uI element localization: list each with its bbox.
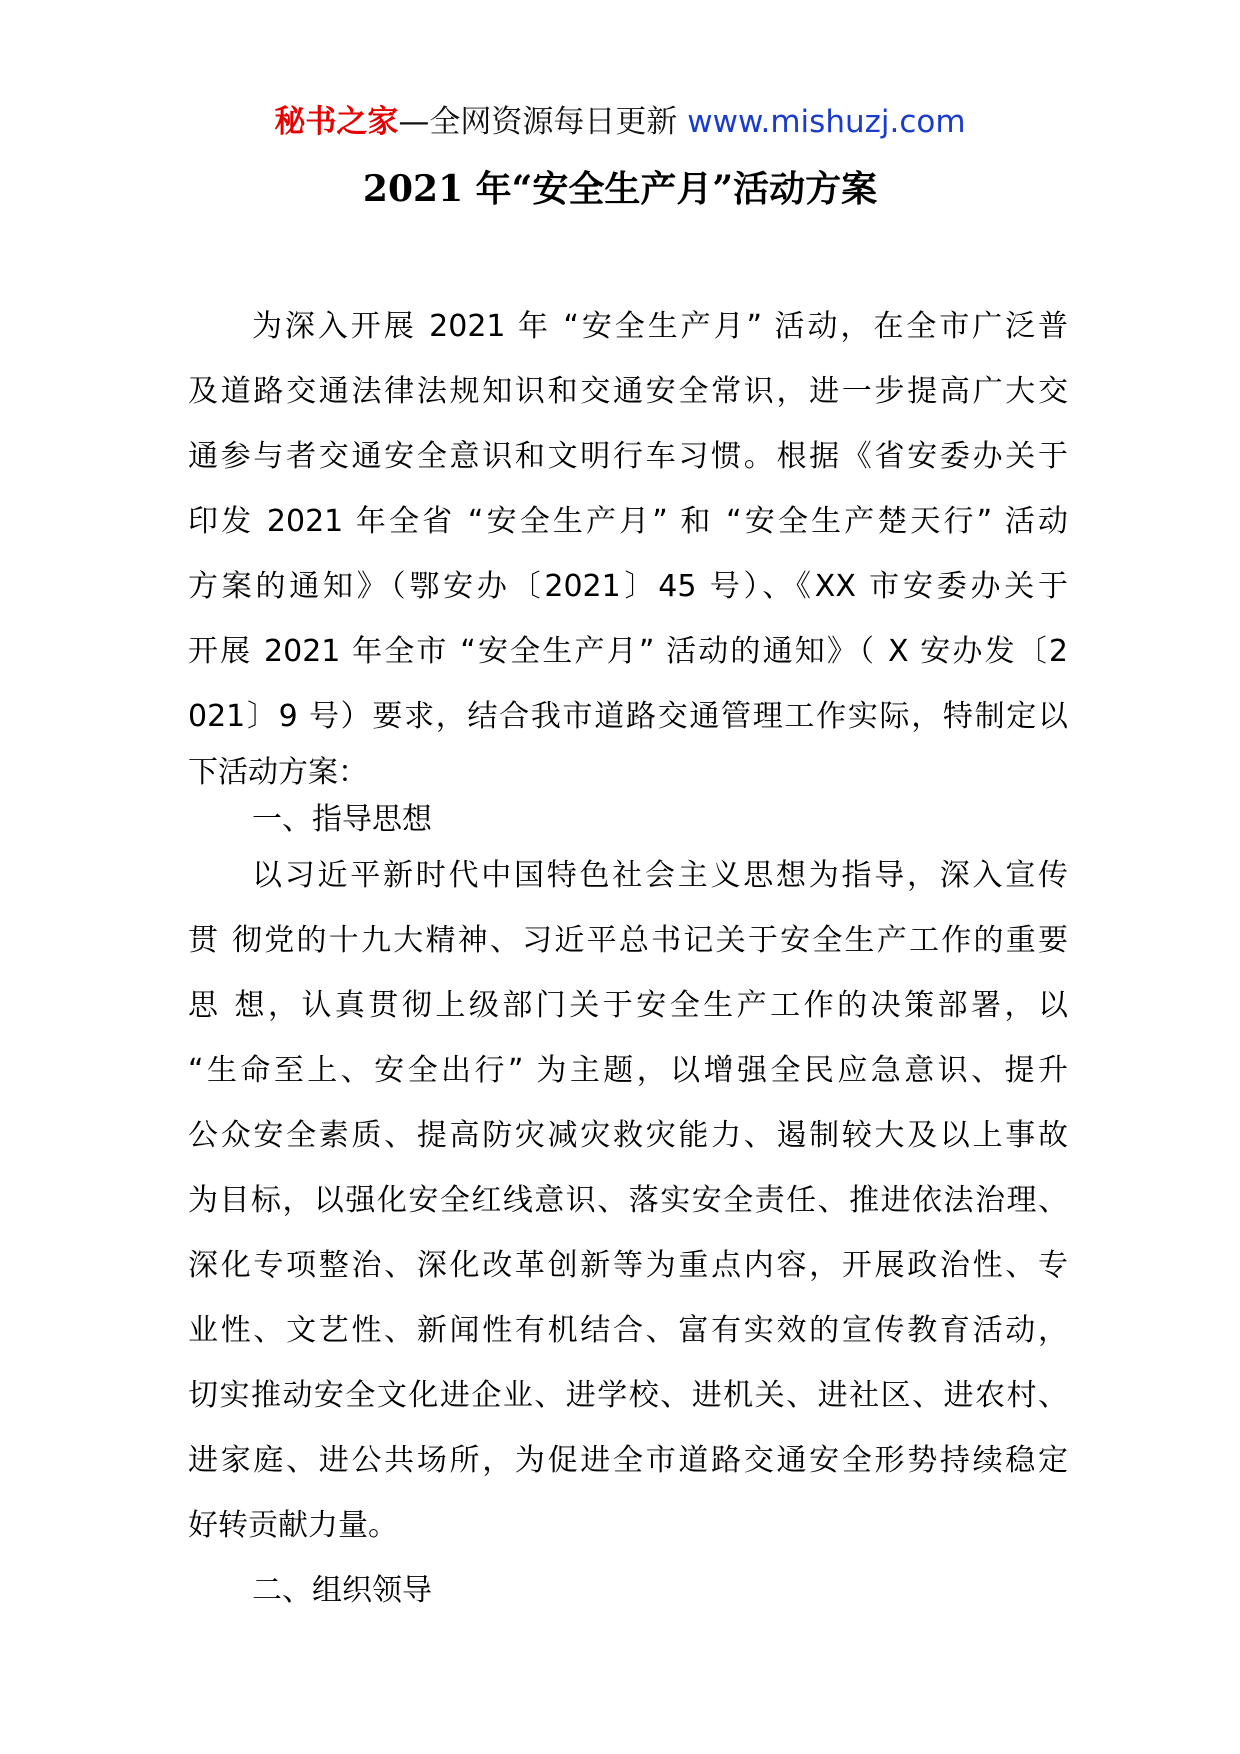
site-tagline: —全网资源每日更新 — [398, 104, 688, 140]
section1-line: 公众安全素质、提高防灾减灾救灾能力、遏制较大及以上事故 — [188, 1118, 1068, 1153]
section1-line: 贯 彻党的十九大精神、习近平总书记关于安全生产工作的重要 — [188, 923, 1068, 958]
intro-line: 开展 2021 年全市 “安全生产月” 活动的通知》（ X 安办发〔2 — [188, 634, 1068, 669]
intro-line: 021〕9 号）要求，结合我市道路交通管理工作实际，特制定以 — [188, 699, 1068, 734]
section-heading-organization: 二、组织领导 — [252, 1573, 432, 1608]
section1-line: 以习近平新时代中国特色社会主义思想为指导，深入宣传 — [252, 858, 1068, 893]
section1-line: 业性、文艺性、新闻性有机结合、富有实效的宣传教育活动， — [188, 1313, 1068, 1348]
section1-line: 进家庭、进公共场所，为促进全市道路交通安全形势持续稳定 — [188, 1443, 1068, 1478]
intro-line: 及道路交通法律法规知识和交通安全常识，进一步提高广大交 — [188, 374, 1068, 409]
intro-line: 通参与者交通安全意识和文明行车习惯。根据《省安委办关于 — [188, 439, 1068, 474]
site-banner — [0, 100, 1240, 144]
intro-line: 方案的通知》（鄂安办〔2021〕45 号）、《XX 市安委办关于 — [188, 569, 1068, 604]
section1-line: 为目标，以强化安全红线意识、落实安全责任、推进依法治理、 — [188, 1183, 1068, 1218]
site-brand: 秘书之家 — [274, 104, 399, 140]
intro-line: 下活动方案： — [188, 755, 368, 790]
section1-line: “生命至上、安全出行” 为主题，以增强全民应急意识、提升 — [188, 1053, 1068, 1088]
section1-line: 深化专项整治、深化改革创新等为重点内容，开展政治性、专 — [188, 1248, 1068, 1283]
intro-line: 印发 2021 年全省 “安全生产月” 和 “安全生产楚天行” 活动 — [188, 504, 1068, 539]
section1-line: 思 想，认真贯彻上级部门关于安全生产工作的决策部署，以 — [188, 988, 1068, 1023]
section1-line: 好转贡献力量。 — [188, 1508, 398, 1543]
site-url-link[interactable]: www.mishuzj.com — [687, 104, 966, 140]
intro-line: 为深入开展 2021 年 “安全生产月” 活动，在全市广泛普 — [252, 309, 1068, 344]
section1-line: 切实推动安全文化进企业、进学校、进机关、进社区、进农村、 — [188, 1378, 1068, 1413]
section-heading-guiding-ideology: 一、指导思想 — [252, 802, 432, 837]
document-body — [188, 294, 1068, 1623]
document-title: 2021 年“安全生产月”活动方案 — [362, 168, 878, 210]
